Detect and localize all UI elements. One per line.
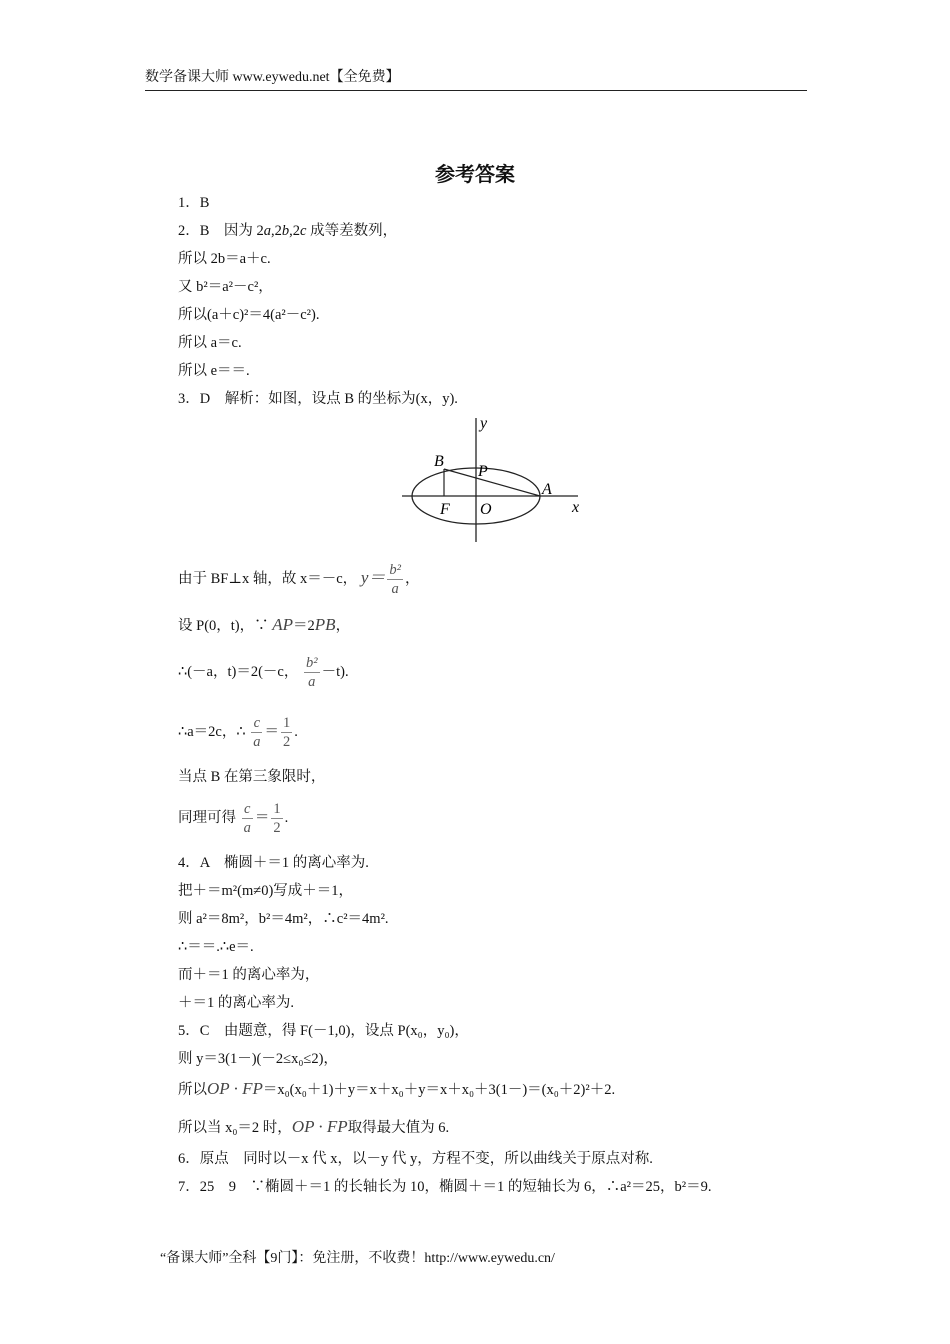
answer-line-9: 由于 BF⊥x 轴，故 x＝－c， y＝ $\frac{\text{b²}}{a}$ ，	[178, 562, 420, 598]
label-f: F	[440, 501, 450, 518]
vector-ap: AP	[272, 615, 294, 634]
vector-op-fp: OP · FP	[207, 1079, 263, 1098]
segment-ba	[444, 469, 540, 496]
answer-line-11: ∴(－a，t)＝2(－c， $\frac{\text{b²}}{a}$ －t).	[178, 655, 349, 691]
label-o: O	[480, 501, 492, 518]
answer-line-4: 又 b²＝a²－c²，	[178, 279, 273, 295]
page-footer: “备课大师”全科【9门】：免注册，不收费！http://www.eywedu.cn/	[160, 1251, 555, 1266]
label-a: A	[542, 481, 552, 498]
ellipse-figure	[398, 414, 588, 546]
answer-line-20: ＋＝1 的离心率为.	[178, 995, 294, 1011]
answer-line-14: 同理可得 $\frac{c}{a}$ ＝ $\frac{1}{2}$ .	[178, 801, 289, 837]
answer-line-5: 所以(a＋c)²＝4(a²－c²).	[178, 307, 320, 323]
answer-line-12: ∴a＝2c，∴ $\frac{c}{a}$ ＝ $\frac{1}{2}$ .	[178, 715, 298, 751]
answer-line-22: 则 y＝3(1－)(－2≤x₀≤2)，	[178, 1051, 338, 1067]
vector-op-fp: OP · FP	[291, 1117, 348, 1136]
answer-line-10: 设 P(0，t)，∵ AP＝2PB，	[178, 615, 351, 634]
label-p: P	[478, 463, 488, 480]
answer-line-24: 所以当 x₀＝2 时，OP · FP取得最大值为 6.	[178, 1117, 450, 1136]
answer-line-17: 则 a²＝8m²，b²＝4m²，∴c²＝4m².	[178, 911, 389, 927]
answer-line-3: 所以 2b＝a＋c.	[178, 251, 271, 267]
page-title: 参考答案	[435, 162, 515, 186]
label-b: B	[434, 453, 444, 470]
answer-line-2: 2．B 因为 2a,2b,2c 成等差数列，	[178, 223, 398, 239]
answer-line-18: ∴＝＝.∴e＝.	[178, 939, 254, 955]
answer-line-6: 所以 a＝c.	[178, 335, 242, 351]
answer-line-15: 4．A 椭圆＋＝1 的离心率为.	[178, 855, 369, 871]
answer-line-7: 所以 e＝＝.	[178, 363, 250, 379]
answer-line-19: 而＋＝1 的离心率为，	[178, 967, 320, 983]
answer-line-21: 5．C 由题意，得 F(－1,0)，设点 P(x₀，y₀)，	[178, 1023, 469, 1039]
answer-line-1: 1．B	[178, 195, 210, 211]
answer-line-25: 6．原点 同时以－x 代 x，以－y 代 y，方程不变，所以曲线关于原点对称.	[178, 1151, 653, 1167]
label-y: y	[480, 415, 488, 432]
answer-line-13: 当点 B 在第三象限时，	[178, 769, 326, 785]
vector-pb: PB	[314, 615, 336, 634]
answer-line-16: 把＋＝m²(m≠0)写成＋＝1，	[178, 883, 354, 899]
label-x: x	[572, 499, 580, 516]
page-header: 数学备课大师 www.eywedu.net【全免费】	[145, 66, 807, 91]
answer-line-26: 7．25 9 ∵椭圆＋＝1 的长轴长为 10，椭圆＋＝1 的短轴长为 6，∴a²＝25，b²＝9.	[178, 1179, 712, 1195]
answer-line-23: 所以OP · FP＝x₀(x₀＋1)＋y＝x＋x₀＋y＝x＋x₀＋3(1－)＝(x₀＋2)²＋2.	[178, 1079, 616, 1098]
answer-line-8: 3．D 解析：如图，设点 B 的坐标为(x，y).	[178, 391, 458, 407]
